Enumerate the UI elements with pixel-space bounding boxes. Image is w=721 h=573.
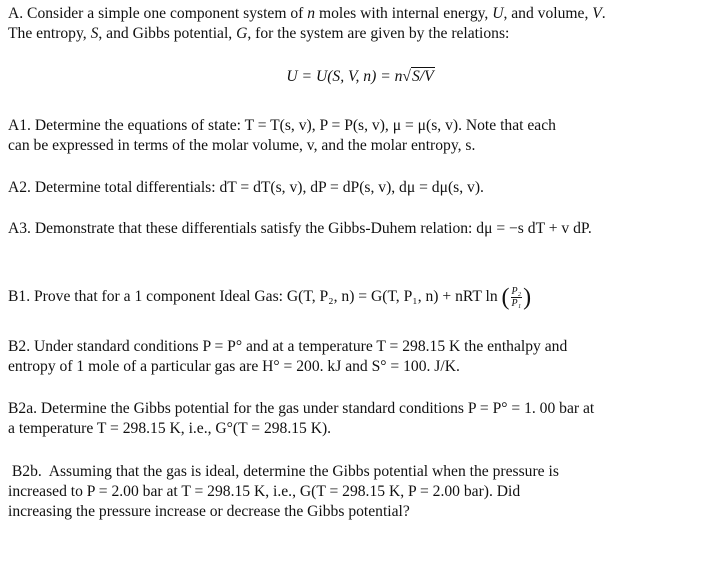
problem-a-intro-line2 (8, 24, 715, 44)
question-b2a-line2: a temperature T = 298.15 K, i.e., G°(T = 298.15 K). (8, 420, 332, 437)
question-b1 (8, 286, 715, 309)
problem-a-intro-line1 (8, 4, 715, 24)
question-b2a-line1: B2a. Determine the Gibbs potential for the gas under standard conditions P = P° = 1. 00 bar at (8, 400, 595, 417)
problem-a-intro (8, 4, 715, 44)
question-b2-line1: B2. Under standard conditions P = P° and at a temperature T = 298.15 K the enthalpy and (8, 338, 568, 355)
sqrt-sign: √S/V (402, 68, 434, 85)
right-paren: ) (523, 284, 532, 311)
question-a2 (8, 178, 715, 198)
intro-text-2a: The entropy, (8, 25, 91, 42)
sqrt-radicand: S/V (411, 68, 434, 85)
intro-text-1d: . (601, 5, 606, 22)
intro-text-2b: , and Gibbs potential, (98, 25, 237, 42)
question-b2b-line2: increased to P = 2.00 bar at T = 298.15 K, i.e., G(T = 298.15 K, P = 2.00 bar). Did (8, 483, 521, 500)
question-a1 (8, 116, 715, 156)
question-a1-line2: can be expressed in terms of the molar volume, v, and the molar entropy, s. (8, 137, 476, 154)
question-b2a (8, 399, 715, 439)
question-b2b (8, 462, 715, 522)
question-a1-line1: A1. Determine the equations of state: T = T(s, v), P = P(s, v), μ = μ(s, v). Note that each (8, 117, 556, 134)
fraction-numerator: P₂ (511, 286, 522, 297)
question-a3-line1: A3. Demonstrate that these differentials satisfy the Gibbs-Duhem relation: dμ = −s dT + v dP. (8, 220, 592, 237)
intro-var-g: G (236, 25, 248, 42)
question-b2b-line1: B2b. Assuming that the gas is ideal, determine the Gibbs potential when the pressure is (8, 463, 559, 480)
intro-var-v: V (592, 5, 602, 22)
question-a3 (8, 219, 715, 239)
energy-equation (0, 67, 721, 87)
question-b2-line2: entropy of 1 mole of a particular gas are H° = 200. kJ and S° = 100. J/K. (8, 358, 460, 375)
intro-var-u: U (492, 5, 504, 22)
question-b1-text: B1. Prove that for a 1 component Ideal Gas: G(T, P₂, n) = G(T, P₁, n) + nRT ln (8, 288, 498, 306)
intro-text-1: A. Consider a simple one component system of (8, 5, 308, 22)
question-a2-line1: A2. Determine total differentials: dT = dT(s, v), dP = dP(s, v), dμ = dμ(s, v). (8, 179, 484, 196)
energy-equation-lhs: U = U(S, V, n) = n (286, 68, 403, 85)
intro-text-1b: moles with internal energy, (315, 5, 493, 22)
intro-text-1c: , and volume, (503, 5, 593, 22)
question-b2 (8, 337, 715, 377)
intro-text-2c: , for the system are given by the relations: (247, 25, 510, 42)
pressure-ratio-fraction (511, 286, 523, 309)
intro-var-s: S (90, 25, 99, 42)
question-b2b-line3: increasing the pressure increase or decrease the Gibbs potential? (8, 503, 410, 520)
left-paren: ( (501, 284, 510, 311)
fraction-denominator: P₁ (511, 298, 522, 309)
intro-var-n: n (307, 5, 316, 22)
